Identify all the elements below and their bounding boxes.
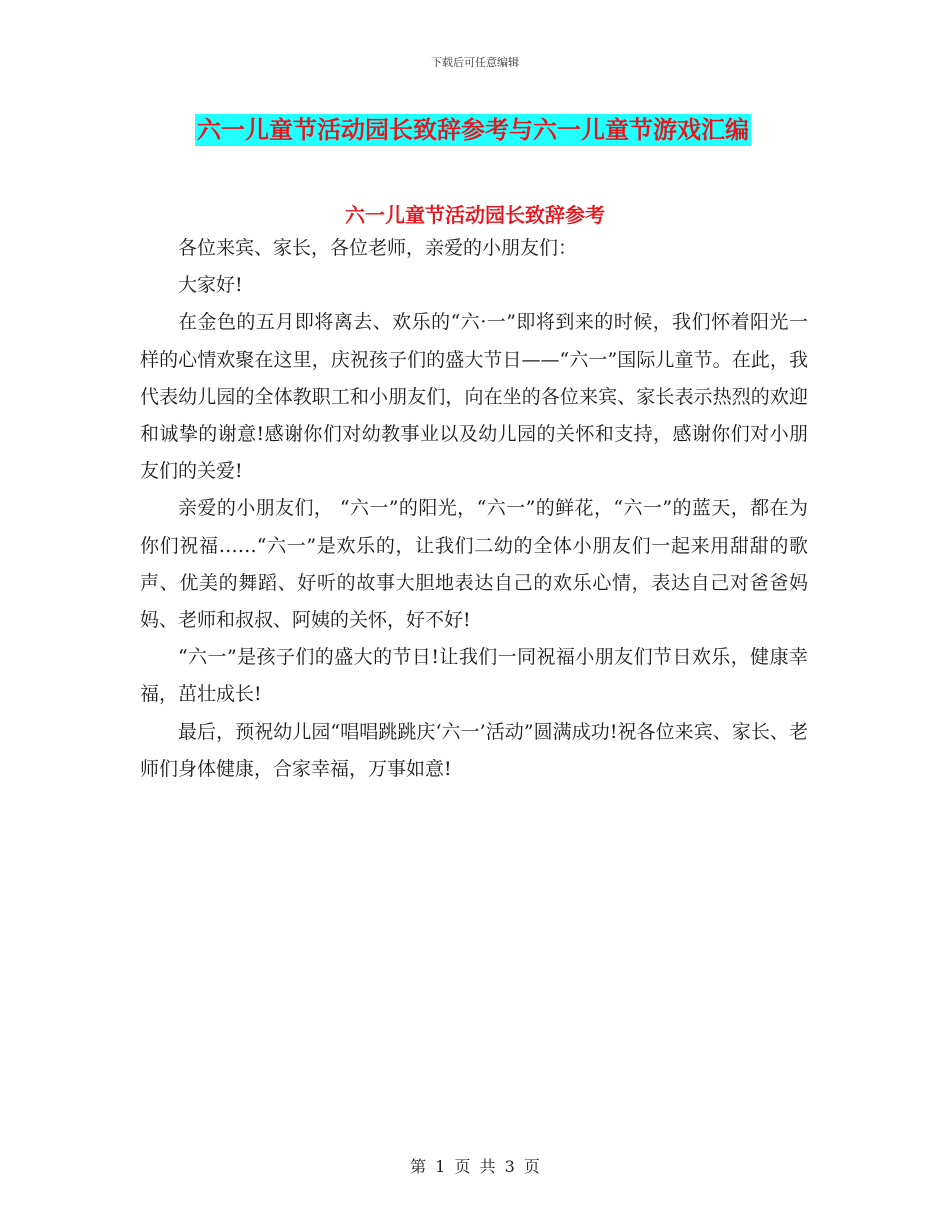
page-number: 第 1 页 共 3 页: [410, 1157, 540, 1176]
paragraph-children: 亲爱的小朋友们， “六一”的阳光，“六一”的鲜花，“六一”的蓝天，都在为你们祝福……“六一”是欢乐的，让我们二幼的全体小朋友们一起来用甜甜的歌声、优美的舞蹈、好听的故事大胆地表达自己的欢乐心情，表达自己对爸爸妈妈、老师和叔叔、阿姨的关怀，好不好!: [140, 497, 808, 632]
paragraph-festival: “六一”是孩子们的盛大的节日!让我们一同祝福小朋友们节日欢乐，健康幸福，茁壮成长!: [140, 646, 808, 706]
paragraph-closing: 最后，预祝幼儿园“唱唱跳跳庆‘六一’活动”圆满成功!祝各位来宾、家长、老师们身体健康，合家幸福，万事如意!: [140, 720, 808, 780]
paragraph-greeting: 各位来宾、家长，各位老师，亲爱的小朋友们：: [178, 237, 578, 259]
document-main-title: 六一儿童节活动园长致辞参考与六一儿童节游戏汇编: [197, 116, 749, 144]
paragraph-welcome: 在金色的五月即将离去、欢乐的“六·一”即将到来的时候，我们怀着阳光一样的心情欢聚在这里，庆祝孩子们的盛大节日——“六一”国际儿童节。在此，我代表幼儿园的全体教职工和小朋友们，向在坐的各位来宾、家长表示热烈的欢迎和诚挚的谢意!感谢你们对幼教事业以及幼儿园的关怀和支持，感谢你们对小朋友们的关爱!: [140, 311, 808, 483]
paragraph-hello: 大家好!: [178, 274, 243, 297]
section-title: 六一儿童节活动园长致辞参考: [345, 203, 605, 227]
header-note: 下载后可任意编辑: [431, 56, 519, 69]
document-body: [140, 230, 808, 788]
